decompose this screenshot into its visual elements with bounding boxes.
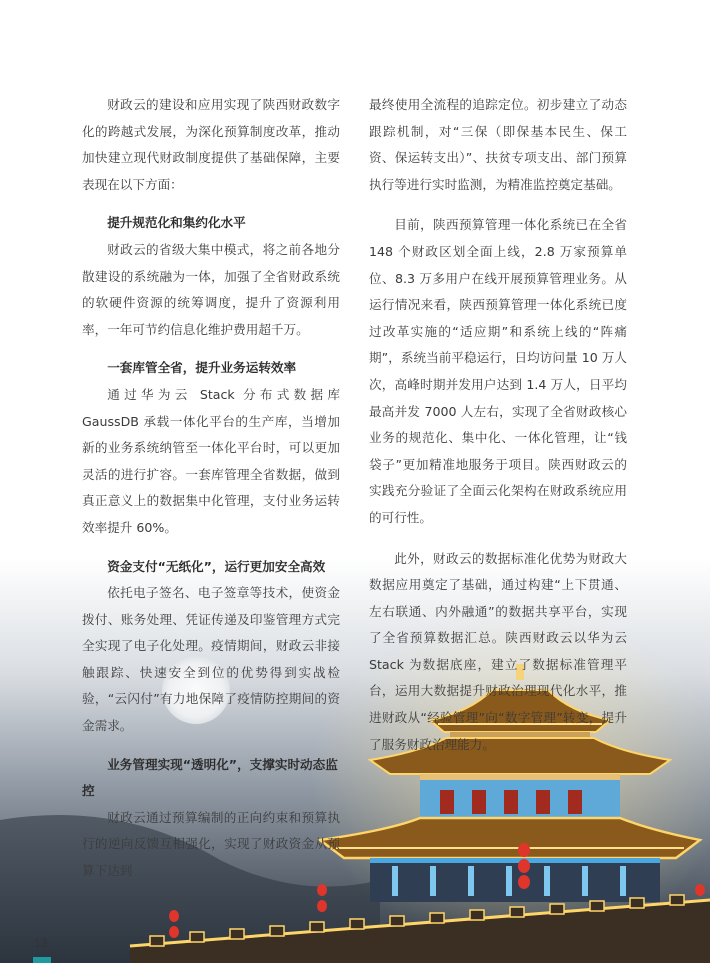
section-body-transparency: 财政云通过预算编制的正向约束和预算执行的逆向反馈互相强化，实现了财政资金从预算下达到 <box>82 809 340 879</box>
status-paragraph: 目前，陕西预算管理一体化系统已在全省 148 个财政区划全面上线，2.8 万家预算单位、8.3 万多用户在线开展预算管理业务。从运行情况来看，陕西预算管理一体化系统已度过改革实施的“适应期”和系统上线的“阵痛期”，系统当前平稳运行，日均访问量 10 万人次，高峰时期并发用户达到 1.4 万人，日平均最高并发 7000 人左右，实现了全省财政核心业务的规范化、集中化、一体化管理，让“钱袋子”更加精准地服务于项目。陕西财政云的实践充分验证了全面云化架构在财政系统应用的可行性。 <box>369 217 627 525</box>
section-body-standardization: 财政云的省级大集中模式，将之前各地分散建设的系统融为一体，加强了全省财政系统的软硬件资源的统筹调度，提升了资源利用率，一年可节约信息化维护费用超千万。 <box>82 241 340 337</box>
section-body-single-database: 通过华为云 Stack 分布式数据库 GaussDB 承载一体化平台的生产库，当增加新的业务系统纳管至一体化平台时，可以更加灵活的进行扩容。一套库管理全省数据，做到真正意义上的数据集中化管理，支付业务运转效率提升 60%。 <box>82 386 340 535</box>
data-standard-paragraph: 此外，财政云的数据标准化优势为财政大数据应用奠定了基础，通过构建“上下贯通、左右联通、内外融通”的数据共享平台，实现了全省预算数据汇总。陕西财政云以华为云 Stack 为数据底座，建立了数据标准管理平台，运用大数据提升财政治理现代化水平，推进财政从“经验管理”向“数字管理”转变，提升了服务财政治理能力。 <box>369 550 627 752</box>
intro-paragraph: 财政云的建设和应用实现了陕西财政数字化的跨越式发展，为深化预算制度改革，推动加快建立现代财政制度提供了基础保障，主要表现在以下方面： <box>82 97 340 192</box>
page-accent-bar <box>33 957 51 963</box>
section-heading-standardization: 提升规范化和集约化水平 <box>107 215 246 231</box>
section-heading-single-database: 一套库管全省，提升业务运转效率 <box>107 360 297 376</box>
section-body-paperless-payment: 依托电子签名、电子签章等技术，使资金拨付、账务处理、凭证传递及印鉴管理方式完全实现了电子化处理。疫情期间，财政云非接触跟踪、快速安全到位的优势得到实战检验，“云闪付”有力地保障了疫情防控期间的资金需求。 <box>82 585 340 734</box>
section-heading-paperless-payment: 资金支付“无纸化”，运行更加安全高效 <box>107 558 326 574</box>
continued-paragraph: 最终使用全流程的追踪定位。初步建立了动态跟踪机制，对“三保（即保基本民生、保工资、保运转支出）”、扶贫专项支出、部门预算执行等进行实时监测，为精准监控奠定基础。 <box>369 97 627 192</box>
left-column <box>82 92 340 885</box>
section-heading-transparency: 业务管理实现“透明化”，支撑实时动态监控 <box>82 756 338 799</box>
right-column <box>369 92 627 758</box>
page-number: 13 <box>34 936 48 950</box>
